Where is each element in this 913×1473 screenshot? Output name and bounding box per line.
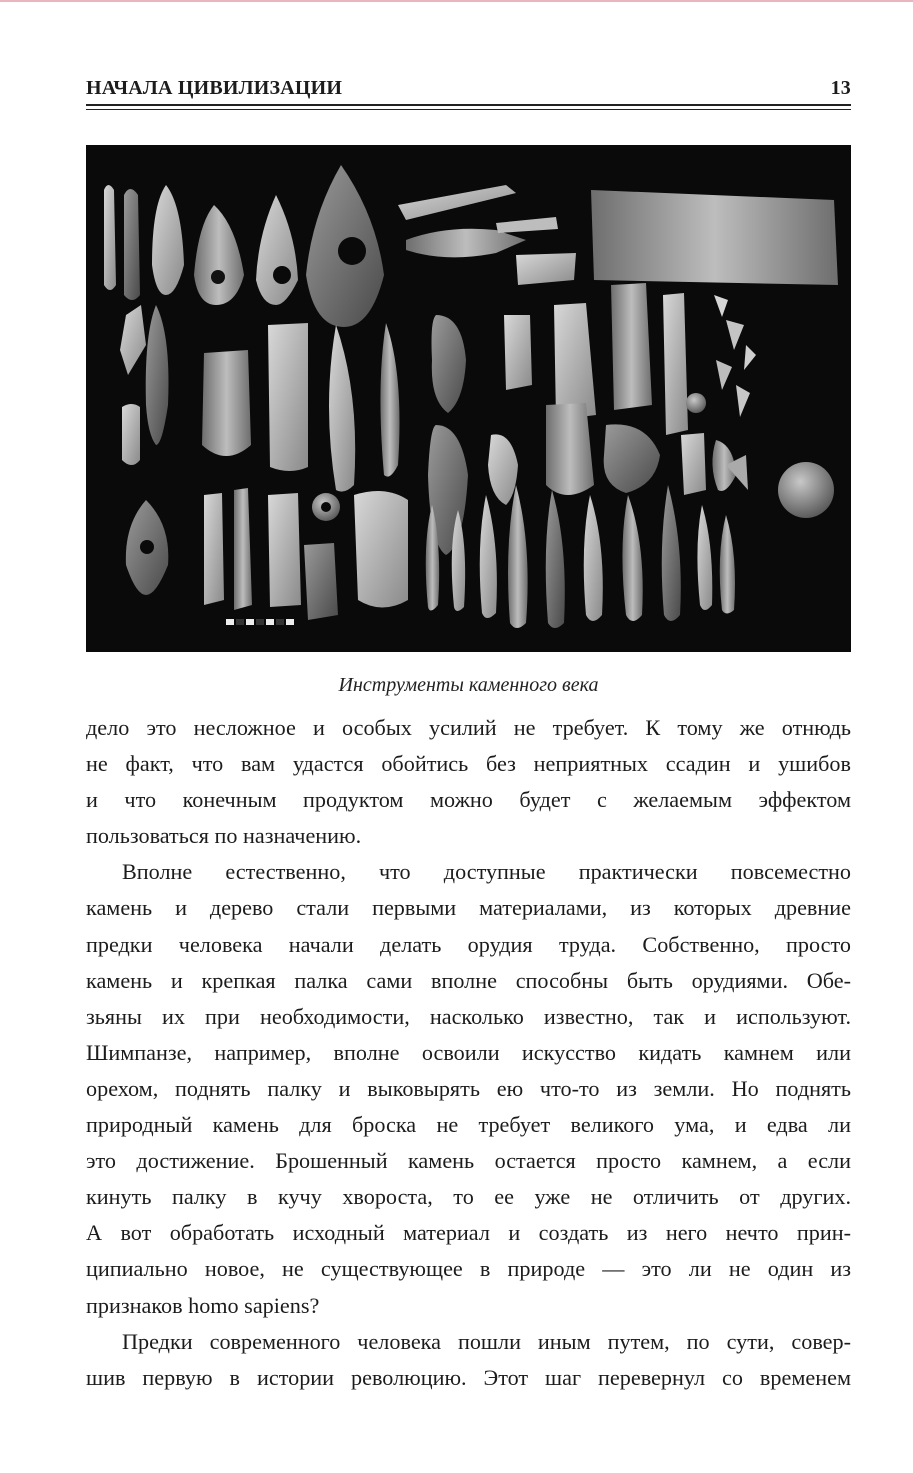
paragraph-1 — [86, 710, 851, 854]
text-line: ципиально новое, не существующее в природе — это ли не один из — [86, 1256, 851, 1282]
top-edge-line — [0, 0, 913, 2]
header-rule-thin — [86, 109, 851, 110]
text-line: предки человека начали делать орудия труда. Собственно, просто — [86, 931, 851, 957]
text-line: дело это несложное и особых усилий не требует. К тому же отнюдь — [86, 715, 851, 740]
text-line: не факт, что вам удастся обойтись без неприятных ссадин и ушибов — [86, 751, 851, 777]
text-line: пользоваться по назначению. — [86, 823, 362, 849]
text-line: Шимпанзе, например, вполне освоили искусство кидать камнем или — [86, 1039, 851, 1065]
text-line: камень и дерево стали первыми материалами, из которых древние — [86, 895, 851, 921]
stone-tools-illustration — [86, 145, 851, 652]
text-line: природный камень для броска не требует великого ума, и едва ли — [86, 1112, 851, 1138]
header-rule-thick — [86, 104, 851, 106]
text-line: признаков homo sapiens? — [86, 1292, 320, 1318]
figure-caption: Инструменты каменного века — [338, 674, 599, 696]
text-line: А вот обработать исходный материал и создать из него нечто прин- — [86, 1220, 851, 1246]
text-line: орехом, поднять палку и выковырять ею что-то из земли. Но поднять — [86, 1075, 851, 1101]
text-line: и что конечным продуктом можно будет с желаемым эффектом — [86, 787, 851, 813]
text-line: кинуть палку в кучу хвороста, то ее уже не отличить от других. — [86, 1184, 851, 1210]
stone-tools-photo — [86, 145, 851, 652]
paragraph-2 — [86, 854, 851, 1323]
text-line: Вполне естественно, что доступные практически повсеместно — [122, 859, 851, 885]
body-text — [86, 710, 851, 1396]
text-line: Предки современного человека пошли иным путем, по сути, совер- — [122, 1328, 851, 1354]
text-line: камень и крепкая палка сами вполне способны быть орудиями. Обе- — [86, 967, 851, 993]
running-title: НАЧАЛА ЦИВИЛИЗАЦИИ — [86, 77, 343, 99]
page-number: 13 — [830, 77, 851, 99]
running-header — [86, 70, 851, 100]
text-line: шив первую в истории революцию. Этот шаг перевернул со временем — [86, 1364, 851, 1390]
paragraph-3 — [86, 1324, 851, 1396]
text-line: зьяны их при необходимости, насколько известно, так и используют. — [86, 1003, 851, 1029]
text-line: это достижение. Брошенный камень остается просто камнем, а если — [86, 1148, 851, 1174]
